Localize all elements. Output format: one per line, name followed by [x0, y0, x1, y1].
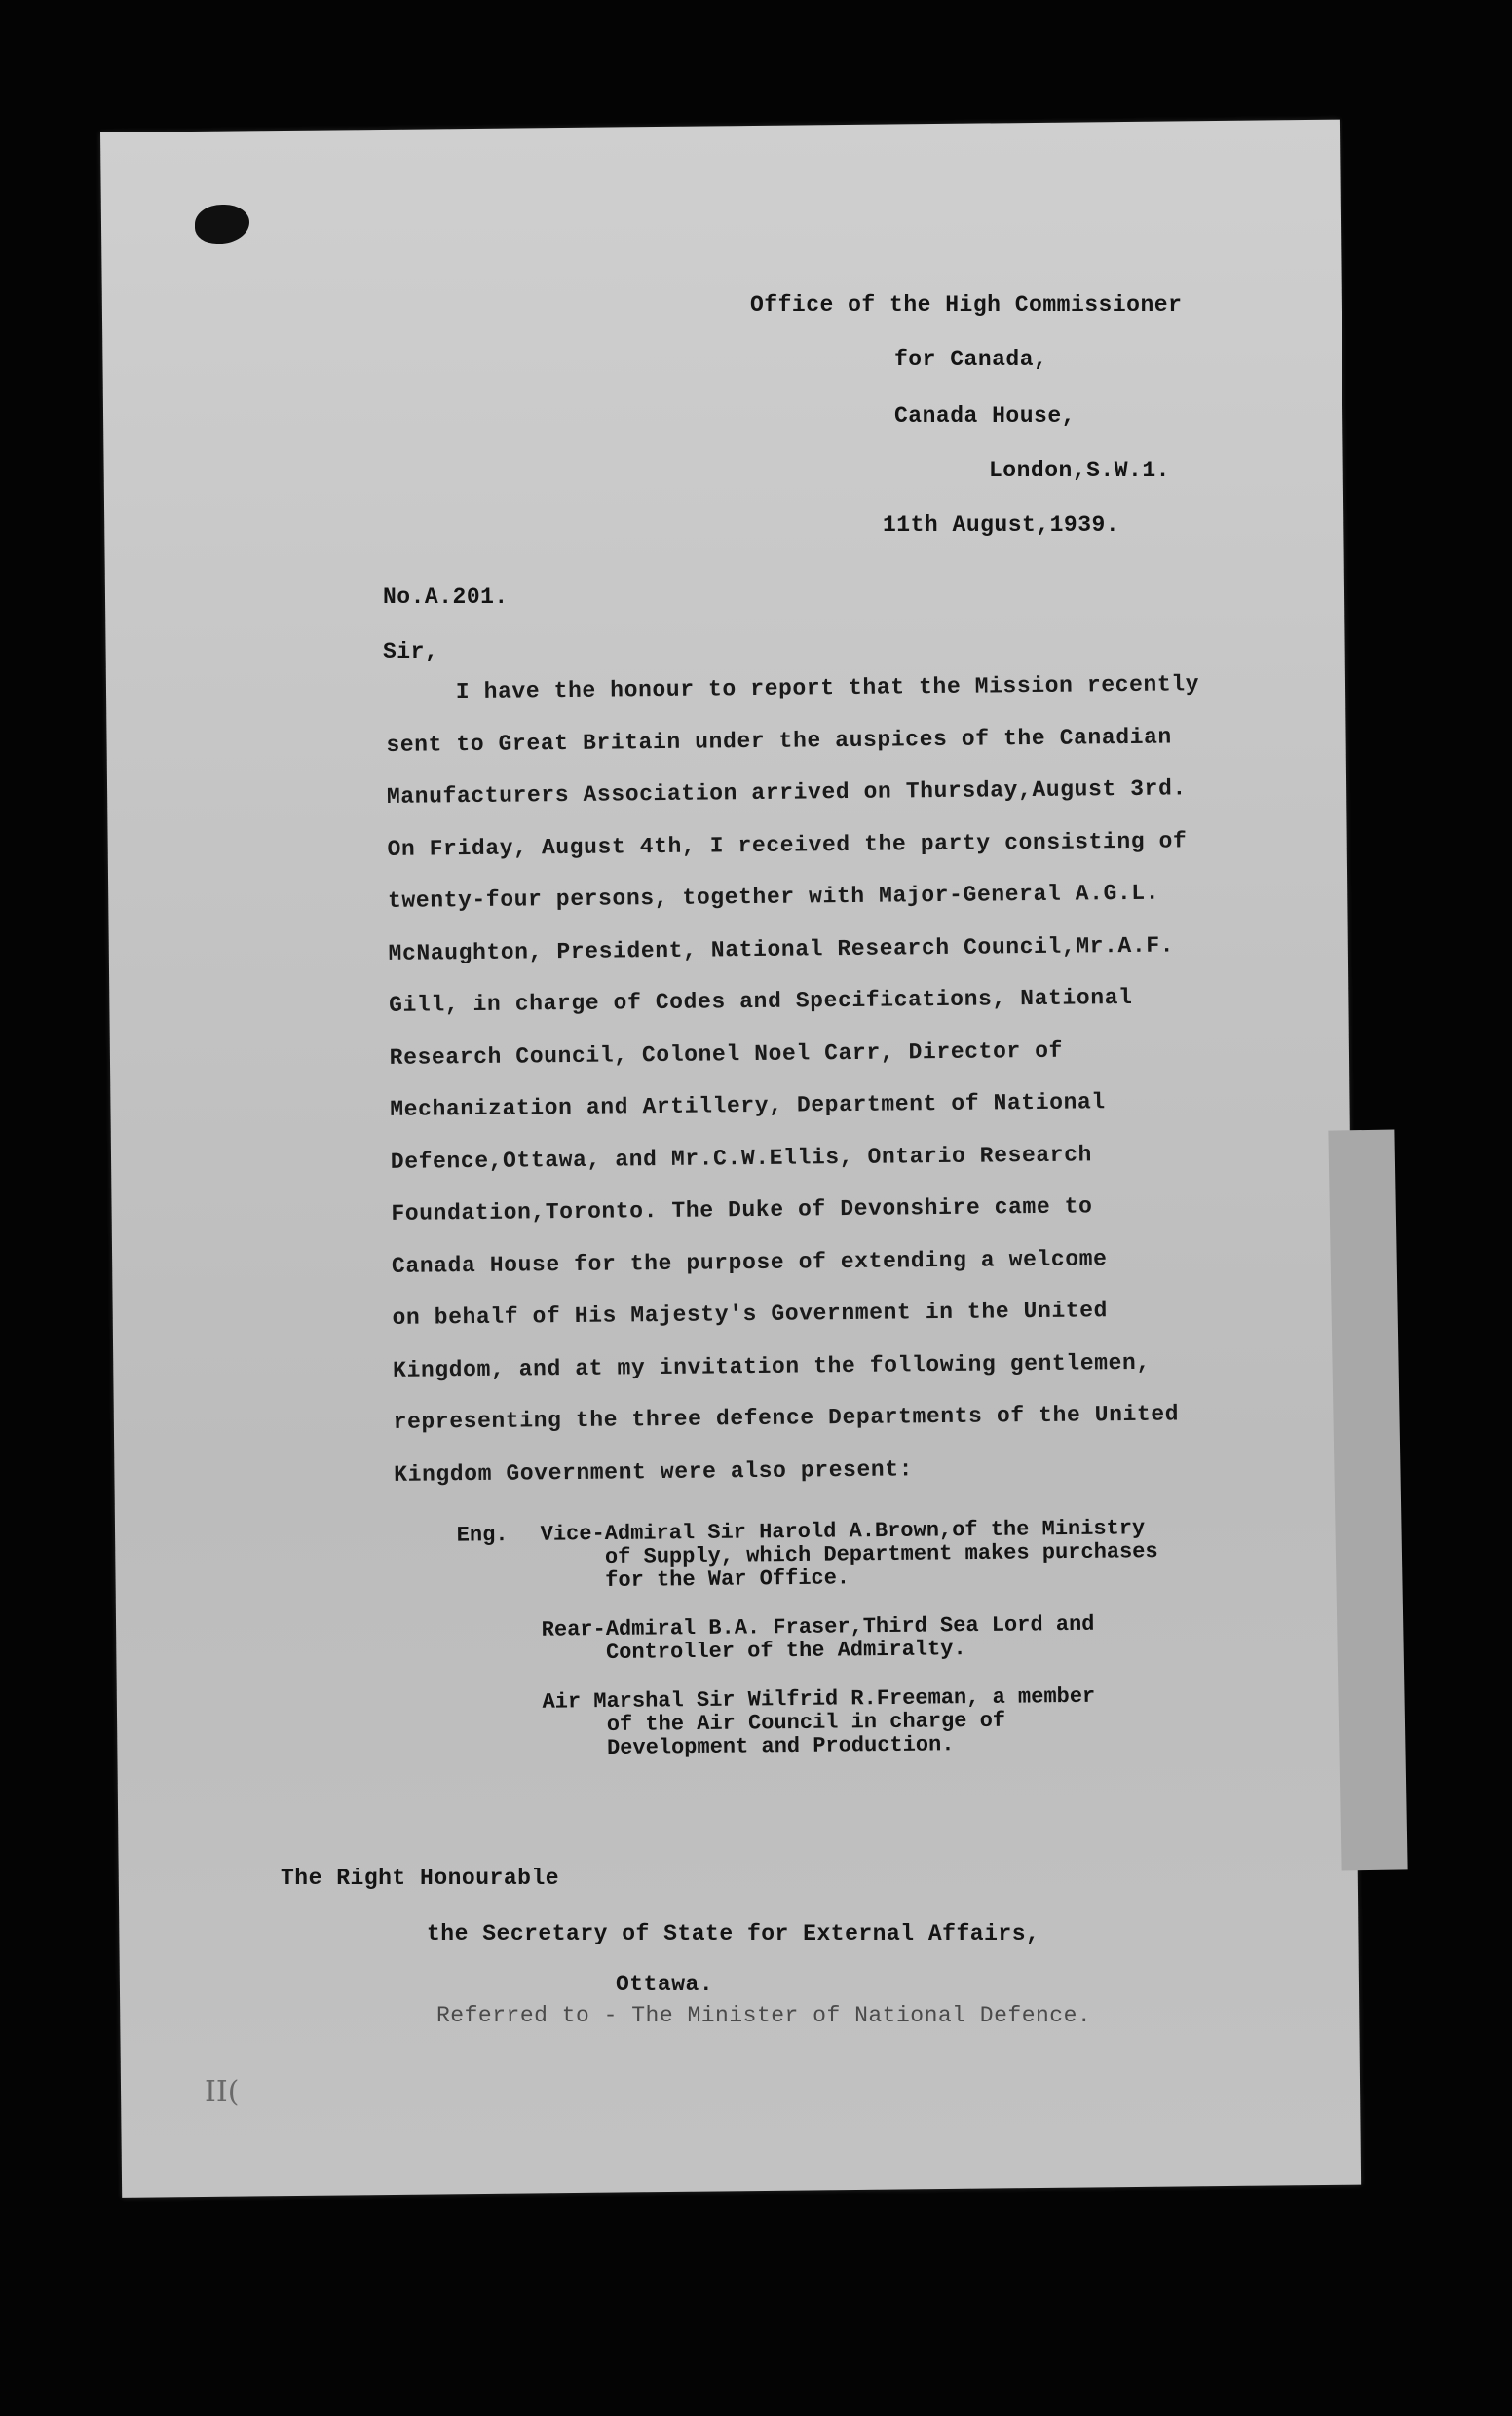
referral-note: Referred to - The Minister of National Defence. [436, 2003, 1092, 2028]
reference-number: No.A.201. [383, 585, 509, 610]
addressee-line1: The Right Honourable [281, 1866, 560, 1891]
letter-body: I have the honour to report that the Mission recently sent to Great Britain under the auspices of the Canadian Manufacturers Association arrived on Thursday,August 3rd. On Friday, August 4th, I received the party consisting of twenty-four persons, together with Major-General A.G.L. McNaughton, President, National Research Council,Mr.A.F. Gill, in charge of Codes and Specifications, National Research Council, Colonel Noel Carr, Director of Mechanization and Artillery, Department of National Defence,Ottawa, and Mr.C.W.Ellis, Ontario Research Foundation,Toronto. The Duke of Devonshire came to Canada House for the purpose of extending a welcome on behalf of His Majesty's Government in the United Kingdom, and at my invitation the following gentlemen, representing the three defence Departments of the United Kingdom Government were also present: [385, 671, 1200, 1488]
header-office-line1: Office of the High Commissioner [750, 292, 1183, 318]
addressee-line2: the Secretary of State for External Affairs, [427, 1921, 1040, 1946]
list-item-text: Air Marshal Sir Wilfrid R.Freeman, a member of the Air Council in charge of Development and Production. [542, 1683, 1096, 1761]
list-item-text: Vice-Admiral Sir Harold A.Brown,of the Ministry of Supply, which Department makes purchases for the War Office. [540, 1516, 1158, 1594]
list-item [457, 1515, 1315, 1594]
addressee-line3: Ottawa. [616, 1972, 714, 1997]
list-item [458, 1610, 1315, 1666]
header-date: 11th August,1939. [883, 512, 1120, 538]
salutation: Sir, [383, 639, 439, 664]
header-office-line2: for Canada, [894, 347, 1048, 372]
margin-mark: ӀӀ( [205, 2075, 240, 2109]
header-office-line3: Canada House, [894, 403, 1076, 429]
list-item-text: Rear-Admiral B.A. Fraser,Third Sea Lord and Controller of the Admiralty. [541, 1611, 1095, 1666]
list-item [458, 1682, 1316, 1761]
page-fold [1328, 1129, 1407, 1870]
header-office-line4: London,S.W.1. [989, 458, 1170, 483]
list-tag: Eng. [456, 1523, 509, 1548]
attendee-list [457, 1515, 1317, 1787]
